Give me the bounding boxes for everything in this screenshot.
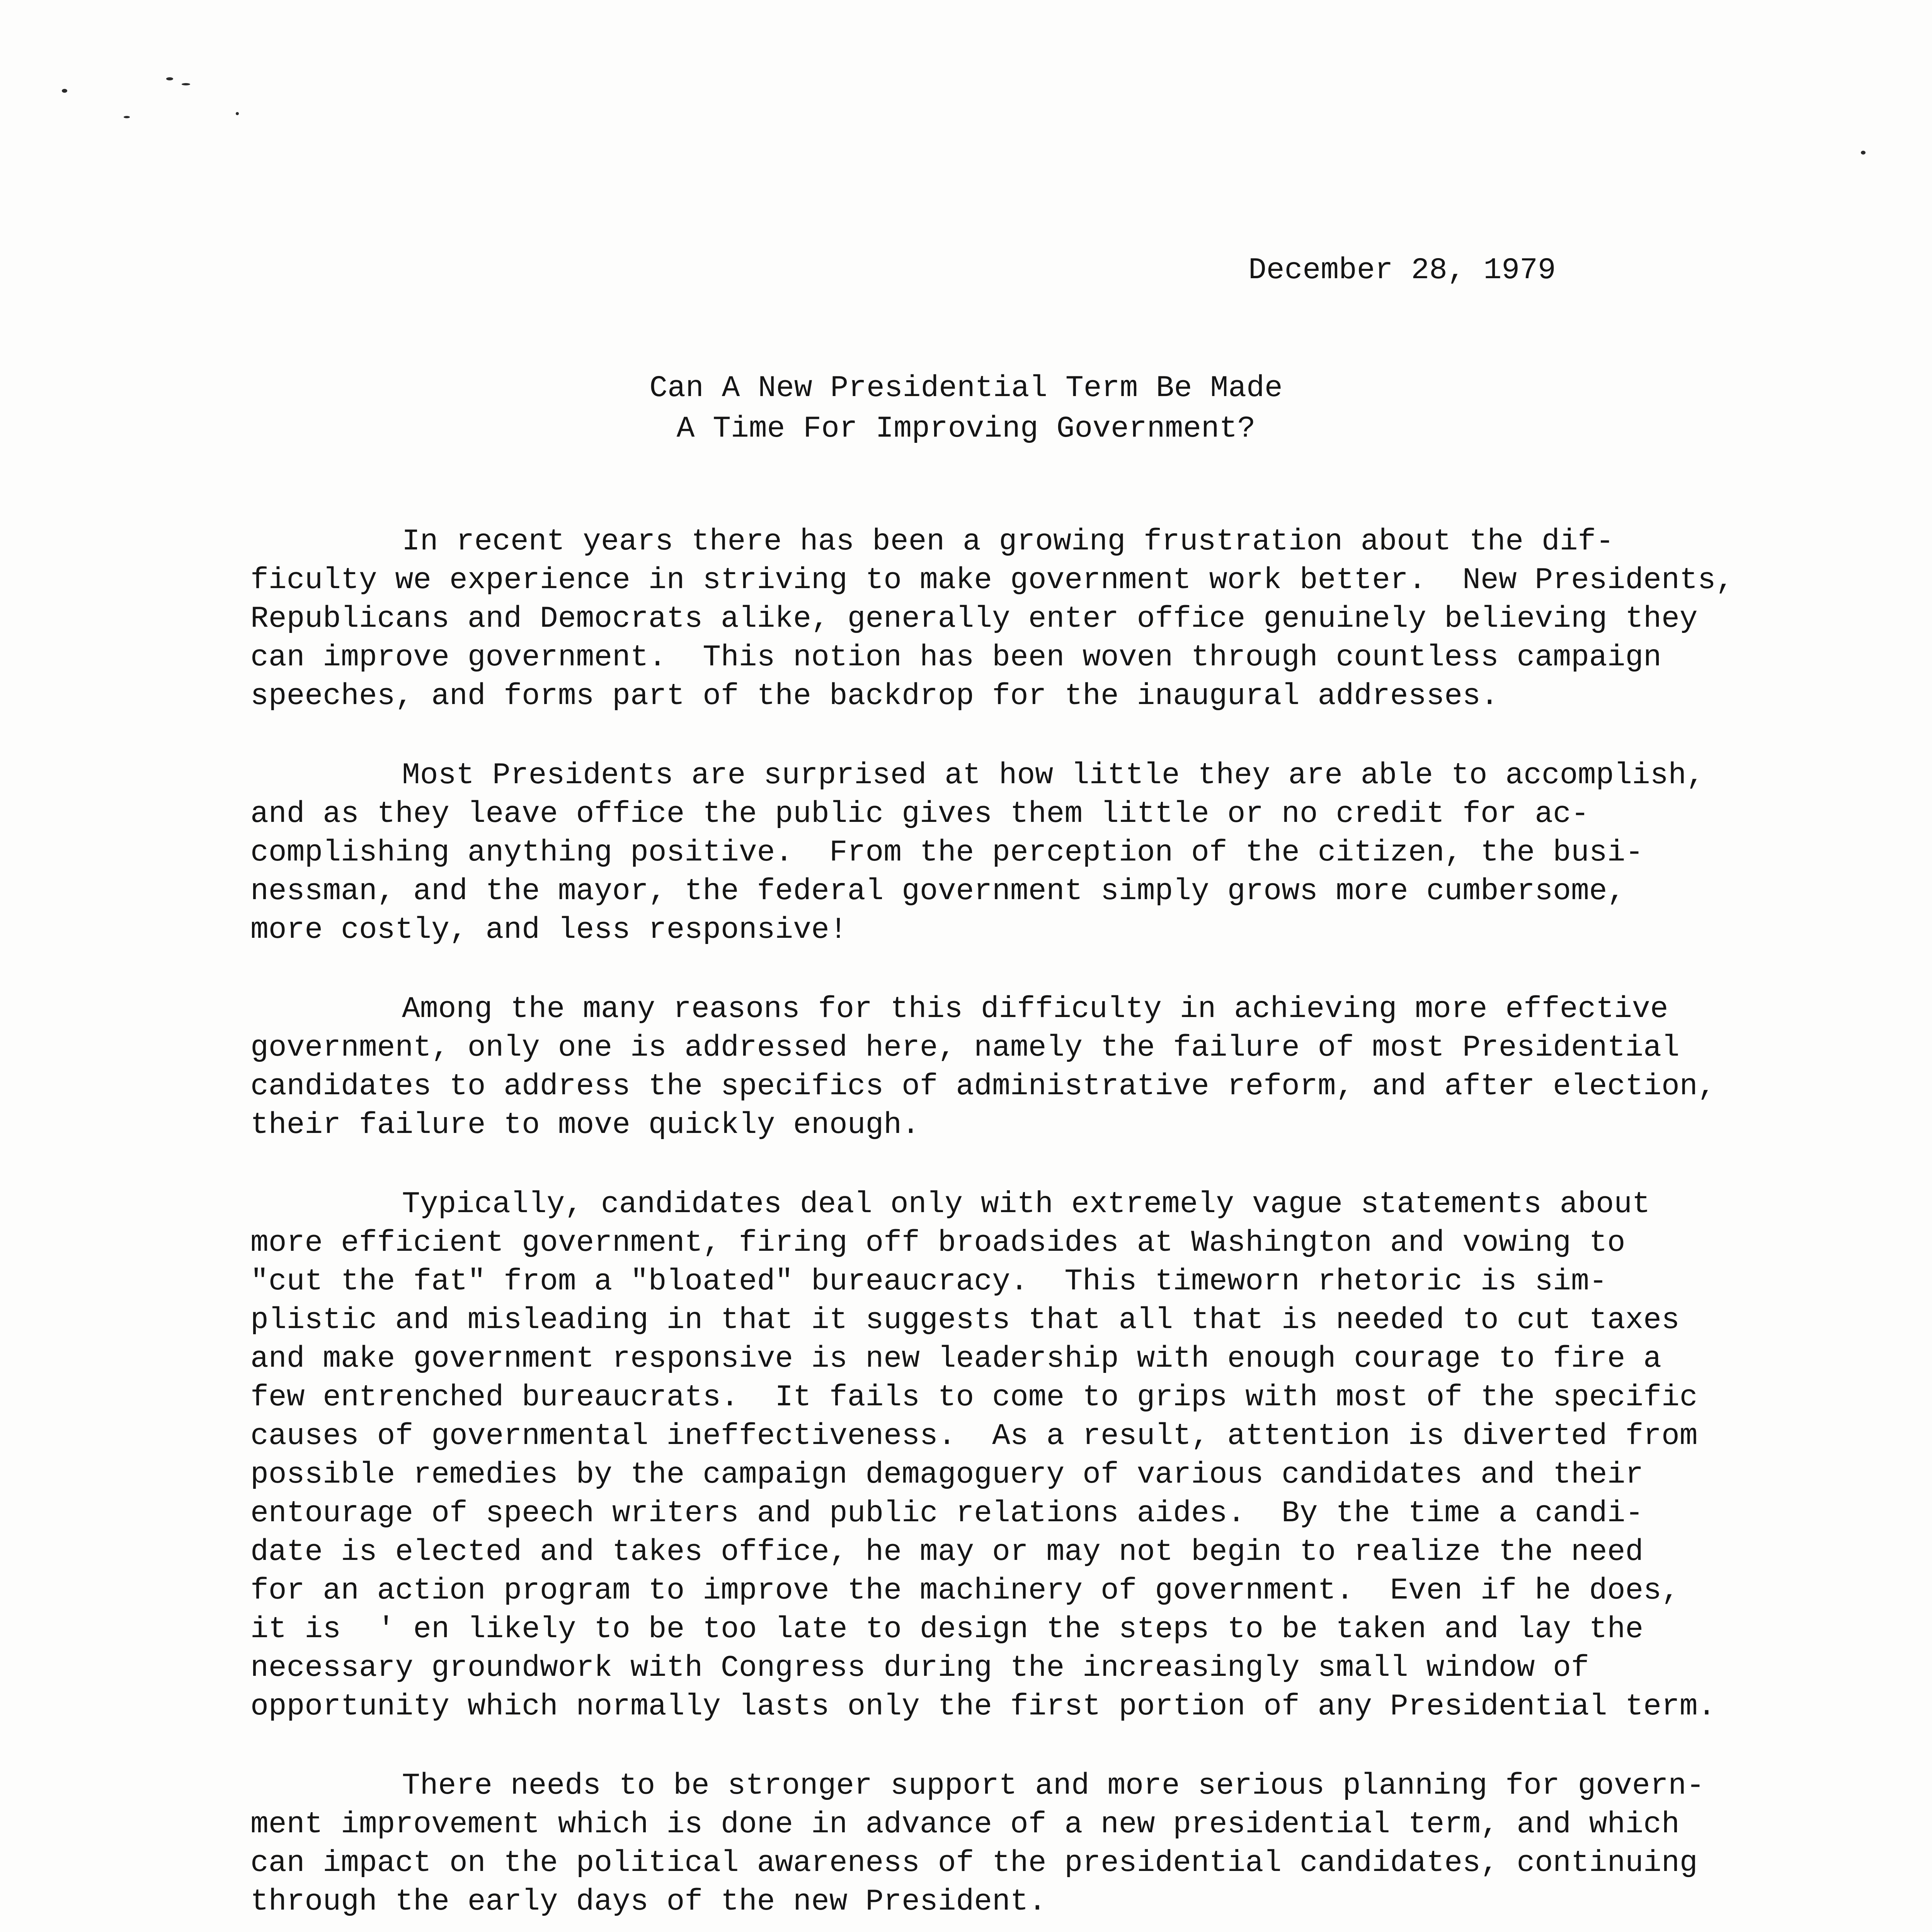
text-line: complishing anything positive. From the perception of the citizen, the busi-	[250, 836, 1644, 870]
text-line: nessman, and the mayor, the federal government simply grows more cumbersome,	[250, 874, 1626, 908]
text-line: possible remedies by the campaign demagoguery of various candidates and their	[250, 1458, 1644, 1492]
text-line: through the early days of the new President.	[250, 1885, 1047, 1919]
text-line: opportunity which normally lasts only the first portion of any Presidential term.	[250, 1690, 1716, 1724]
text-line: Most Presidents are surprised at how little they are able to accomplish,	[402, 759, 1705, 793]
document-title-line-2: A Time For Improving Government?	[676, 412, 1256, 446]
text-line: and as they leave office the public gives them little or no credit for ac-	[250, 797, 1589, 831]
scan-speck	[1861, 151, 1866, 155]
text-line: more efficient government, firing off broadsides at Washington and vowing to	[250, 1226, 1626, 1260]
paragraph-3	[250, 990, 1816, 1145]
text-line: candidates to address the specifics of administrative reform, and after election,	[250, 1070, 1716, 1104]
scan-speck	[62, 89, 67, 93]
letter-date: December 28, 1979	[1248, 253, 1556, 287]
text-line: speeches, and forms part of the backdrop for the inaugural addresses.	[250, 679, 1499, 713]
text-line: plistic and misleading in that it suggests that all that is needed to cut taxes	[250, 1303, 1680, 1337]
scan-speck	[236, 112, 239, 115]
text-line: necessary groundwork with Congress during the increasingly small window of	[250, 1651, 1589, 1685]
paragraph-2	[250, 756, 1816, 949]
text-line: In recent years there has been a growing frustration about the dif-	[402, 525, 1614, 559]
text-line: their failure to move quickly enough.	[250, 1108, 920, 1142]
text-line: and make government responsive is new leadership with enough courage to fire a	[250, 1342, 1661, 1376]
scan-speck	[182, 83, 190, 85]
text-line: can impact on the political awareness of the presidential candidates, continuing	[250, 1846, 1698, 1880]
text-line: entourage of speech writers and public relations aides. By the time a candi-	[250, 1497, 1644, 1531]
document-title-line-1: Can A New Presidential Term Be Made	[649, 371, 1283, 405]
paragraph-1	[250, 522, 1816, 716]
text-line: Typically, candidates deal only with extremely vague statements about	[402, 1187, 1650, 1221]
text-line: government, only one is addressed here, namely the failure of most Presidential	[250, 1031, 1680, 1065]
scan-speck	[166, 77, 173, 80]
paragraph-4	[250, 1185, 1816, 1726]
text-line: causes of governmental ineffectiveness. As a result, attention is diverted from	[250, 1419, 1698, 1453]
text-line: There needs to be stronger support and more serious planning for govern-	[402, 1769, 1705, 1803]
text-line: Among the many reasons for this difficulty in achieving more effective	[402, 992, 1668, 1026]
text-line: can improve government. This notion has been woven through countless campaign	[250, 641, 1661, 675]
text-line: "cut the fat" from a "bloated" bureaucracy. This timeworn rhetoric is sim-	[250, 1265, 1607, 1299]
paragraph-5	[250, 1767, 1816, 1921]
text-line: more costly, and less responsive!	[250, 913, 848, 947]
text-line: ficulty we experience in striving to make government work better. New Presidents,	[250, 563, 1734, 597]
text-line: few entrenched bureaucrats. It fails to come to grips with most of the specific	[250, 1381, 1698, 1415]
text-line: ment improvement which is done in advance of a new presidential term, and which	[250, 1808, 1680, 1842]
text-line: it is ' en likely to be too late to design the steps to be taken and lay the	[250, 1612, 1644, 1646]
text-line: Republicans and Democrats alike, generally enter office genuinely believing they	[250, 602, 1698, 636]
scan-speck	[124, 116, 130, 118]
text-line: for an action program to improve the machinery of government. Even if he does,	[250, 1574, 1680, 1608]
text-line: date is elected and takes office, he may or may not begin to realize the need	[250, 1535, 1644, 1569]
